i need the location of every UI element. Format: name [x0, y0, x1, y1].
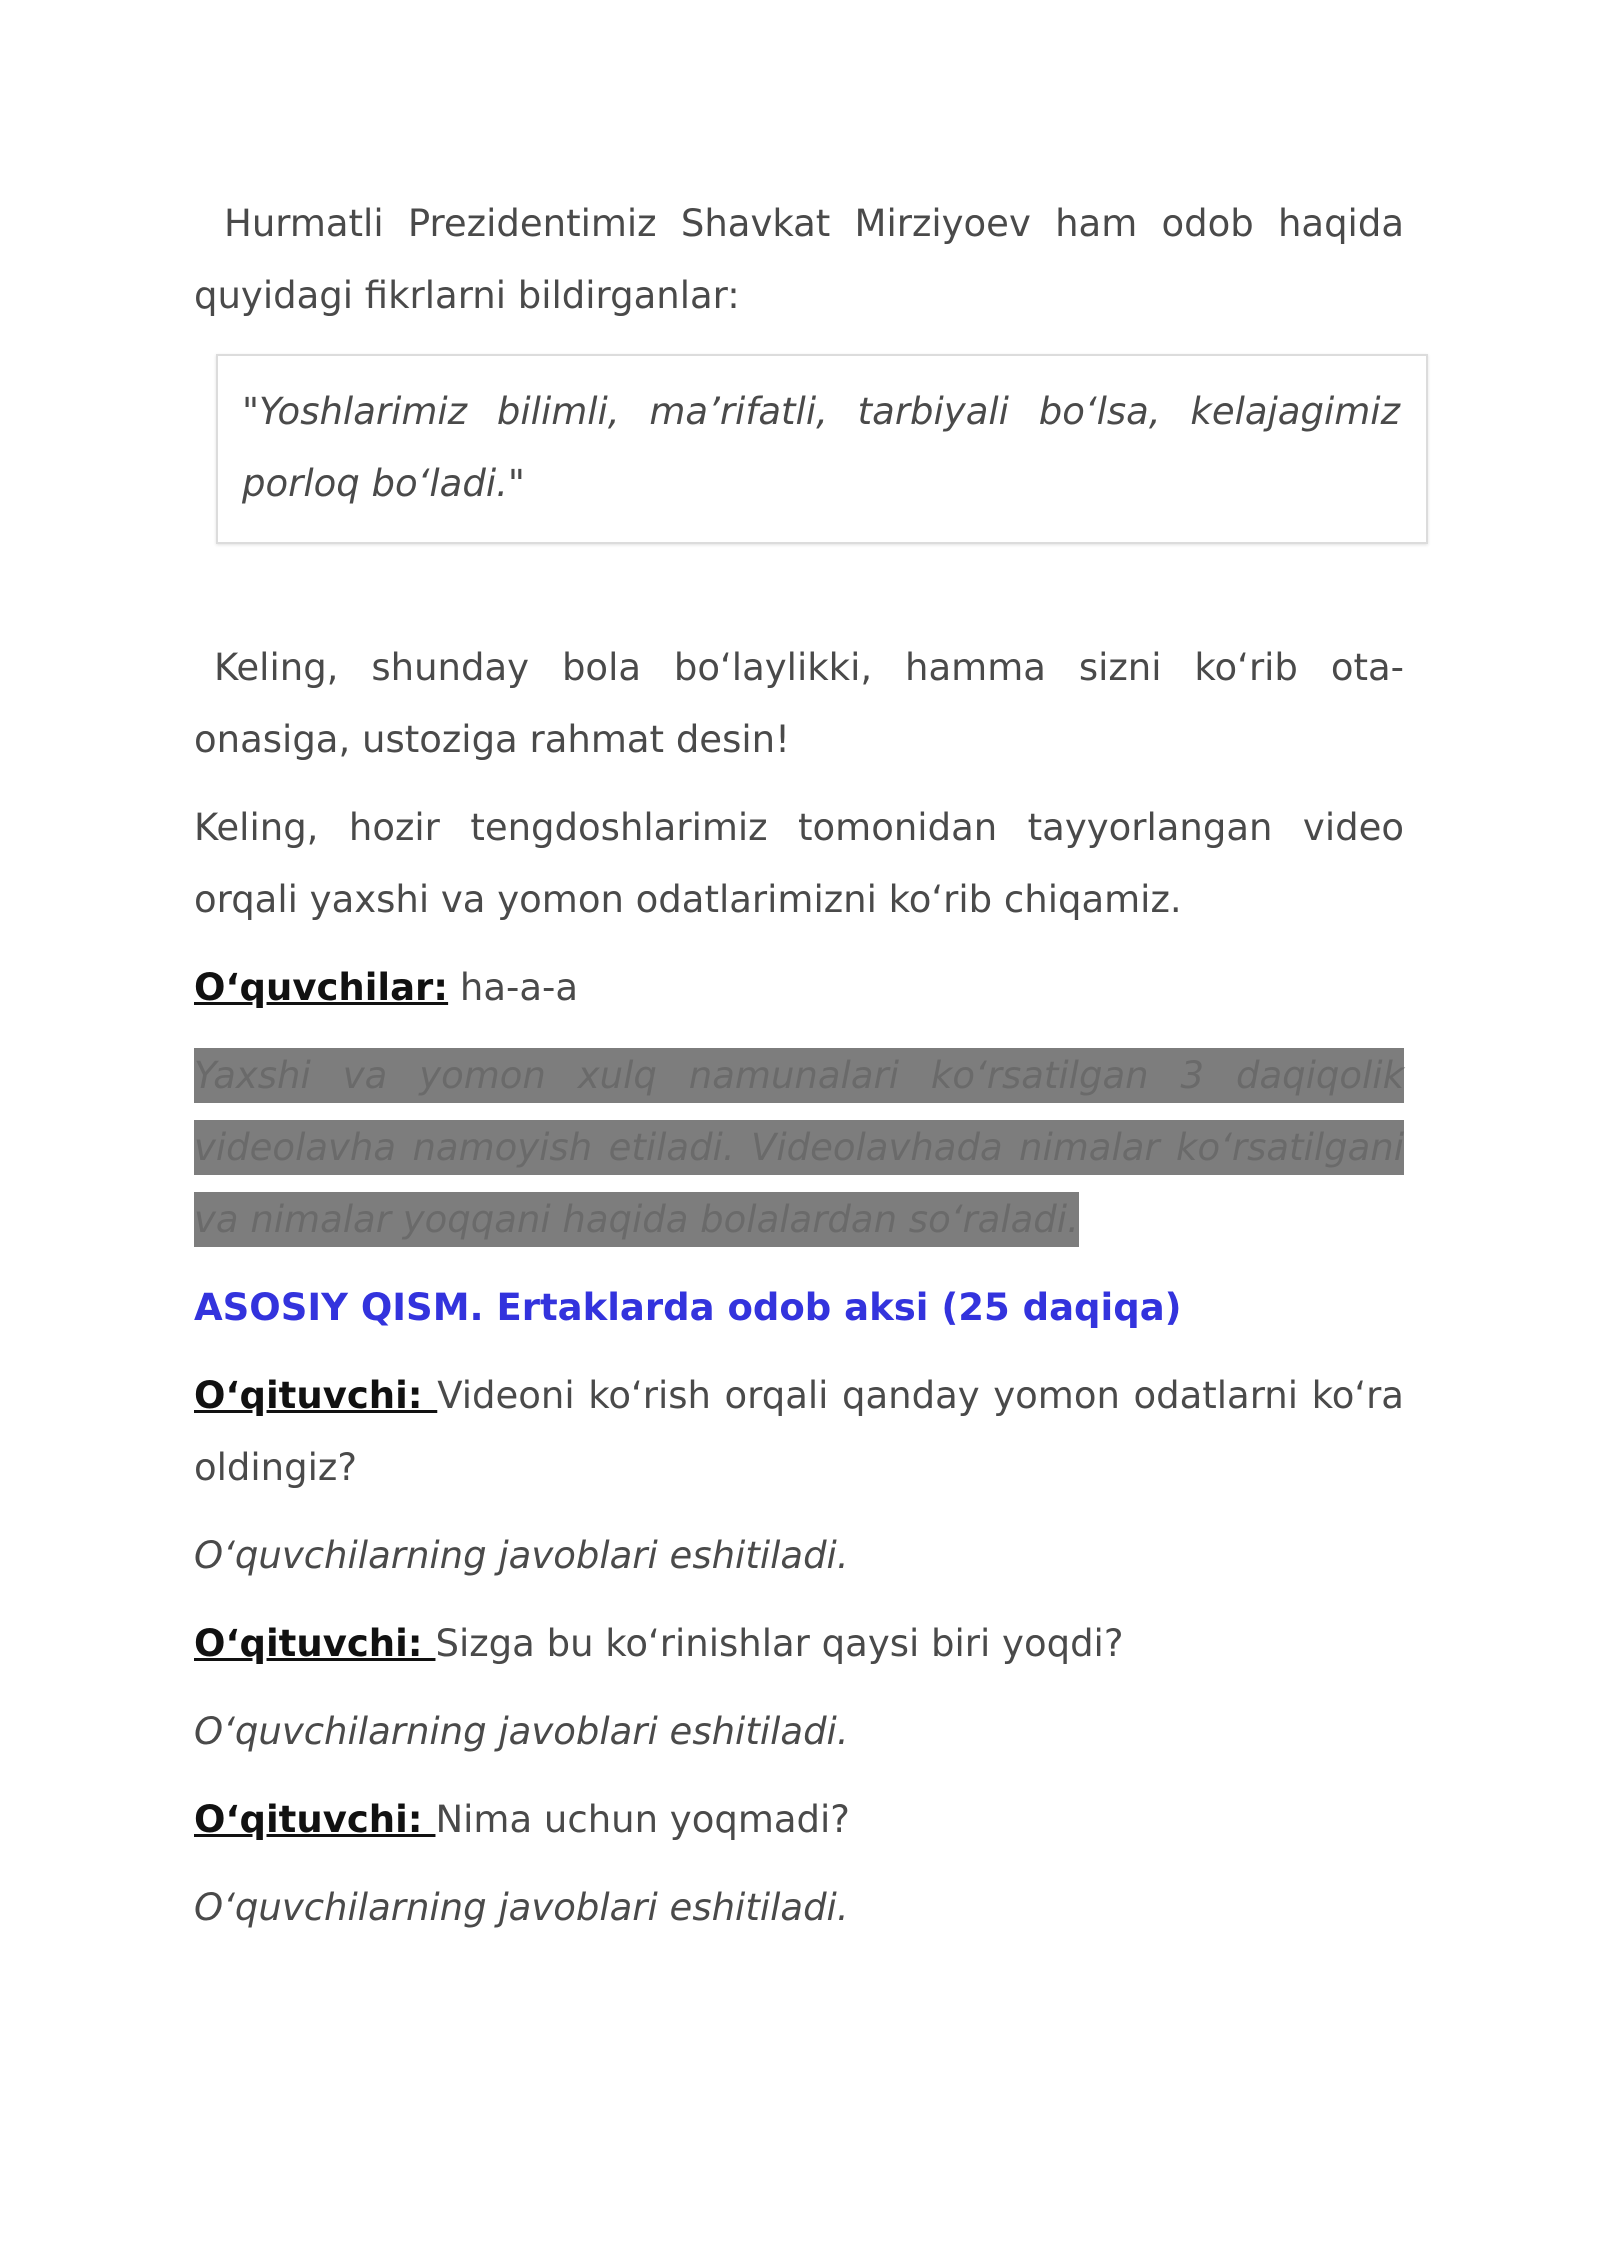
student-answer-2: O‘quvchilarning javoblari eshitiladi.	[194, 1710, 849, 1753]
teacher-question: Sizga bu ko‘rinishlar qaysi biri yoqdi?	[435, 1622, 1124, 1665]
document-page	[194, 188, 1404, 1960]
intro-paragraph: Hurmatli Prezidentimiz Shavkat Mirziyoev ham odob haqida quyidagi fikrlarni bildirganlar:	[194, 202, 1404, 317]
paragraph-1: Keling, shunday bola bo‘laylikki, hamma sizni ko‘rib ota-onasiga, ustoziga rahmat desin!	[194, 646, 1404, 761]
teacher-question: Nima uchun yoqmadi?	[435, 1798, 850, 1841]
students-text: ha-a-a	[448, 966, 579, 1009]
paragraph-2: Keling, hozir tengdoshlarimiz tomonidan tayyorlangan video orqali yaxshi va yomon odatlarimizni ko‘rib chiqamiz.	[194, 806, 1404, 921]
students-label: O‘quvchilar:	[194, 966, 449, 1009]
video-note-text: Yaxshi va yomon xulq namunalari ko‘rsatilgan 3 daqiqolik videolavha namoyish etiladi. Videolavhada nimalar ko‘rsatilgani va nimalar yoqqani haqida bolalardan so‘raladi.	[194, 1048, 1404, 1247]
student-answer-1: O‘quvchilarning javoblari eshitiladi.	[194, 1534, 849, 1577]
teacher-question: Videoni ko‘rish orqali qanday yomon odatlarni ko‘ra oldingiz?	[194, 1374, 1404, 1489]
teacher-label: O‘qituvchi:	[194, 1374, 438, 1417]
teacher-label: O‘qituvchi:	[194, 1798, 436, 1841]
student-answer-3: O‘quvchilarning javoblari eshitiladi.	[194, 1886, 849, 1929]
quote-box	[216, 354, 1428, 544]
teacher-line-1	[194, 1360, 1404, 1504]
teacher-line-2	[194, 1608, 1404, 1680]
video-note	[194, 1040, 1404, 1256]
quote-text: "Yoshlarimiz bilimli, ma’rifatli, tarbiyali bo‘lsa, kelajagimiz porloq bo‘ladi."	[242, 390, 1400, 505]
students-line	[194, 952, 1404, 1024]
teacher-line-3	[194, 1784, 1404, 1856]
section-heading: ASOSIY QISM. Ertaklarda odob aksi (25 daqiqa)	[194, 1286, 1182, 1329]
teacher-label: O‘qituvchi:	[194, 1622, 436, 1665]
